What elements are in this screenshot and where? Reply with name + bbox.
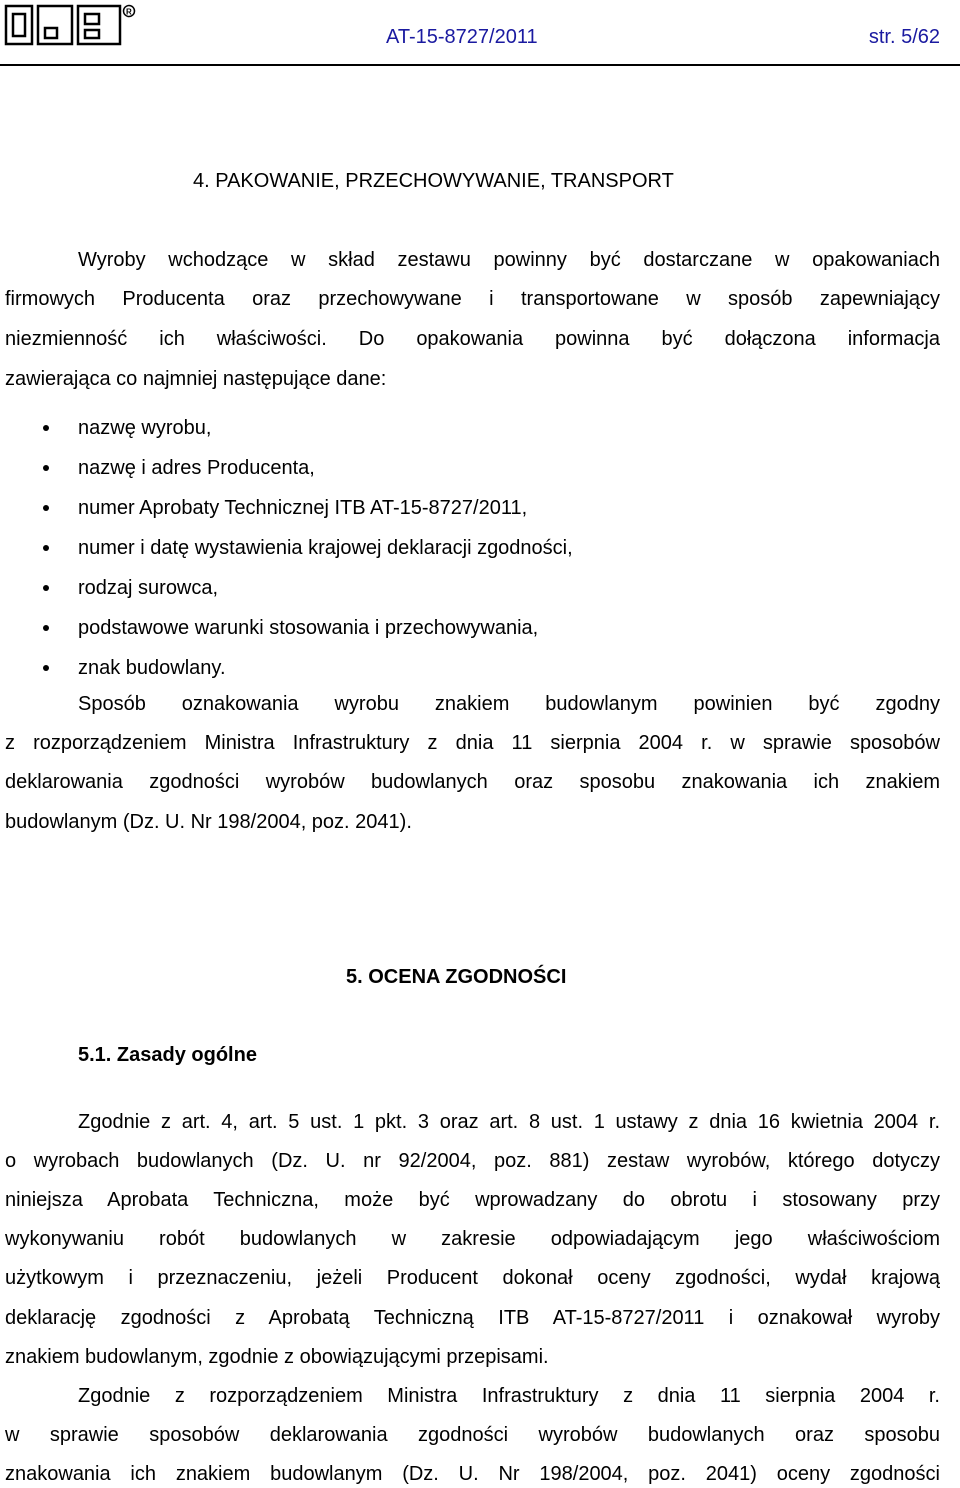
section-4-para2-line: budowlanym (Dz. U. Nr 198/2004, poz. 2041). xyxy=(5,811,412,833)
list-item-text: nazwę wyrobu, xyxy=(78,417,212,439)
list-item-text: znak budowlany. xyxy=(78,657,226,679)
list-item-text: numer i datę wystawienia krajowej deklaracji zgodności, xyxy=(78,537,573,559)
section-4-para1-line: Wyroby wchodzące w skład zestawu powinny być dostarczane w opakowaniach xyxy=(78,249,940,271)
list-item-text: podstawowe warunki stosowania i przechowywania, xyxy=(78,617,539,639)
section-4-para2-line: z rozporządzeniem Ministra Infrastruktury z dnia 11 sierpnia 2004 r. w sprawie sposobów xyxy=(5,732,940,754)
section-4-para1-line: niezmienność ich właściwości. Do opakowania powinna być dołączona informacja xyxy=(5,328,940,350)
section-5-para2-line: Zgodnie z rozporządzeniem Ministra Infrastruktury z dnia 11 sierpnia 2004 r. xyxy=(78,1385,940,1407)
list-item-text: numer Aprobaty Technicznej ITB AT-15-8727/2011, xyxy=(78,497,528,519)
section-5-para1-line: użytkowym i przeznaczeniu, jeżeli Producent dokonał oceny zgodności, wydał krajową xyxy=(5,1267,940,1289)
list-item-text: nazwę i adres Producenta, xyxy=(78,457,315,479)
section-5-title: 5. OCENA ZGODNOŚCI xyxy=(346,966,567,988)
bullet-icon xyxy=(43,625,49,631)
section-5-para1-line: Zgodnie z art. 4, art. 5 ust. 1 pkt. 3 oraz art. 8 ust. 1 ustawy z dnia 16 kwietnia 2004 r. xyxy=(78,1111,940,1133)
section-5-para1-line: znakiem budowlanym, zgodnie z obowiązującymi przepisami. xyxy=(5,1346,549,1368)
bullet-icon xyxy=(43,545,49,551)
bullet-icon xyxy=(43,585,49,591)
section-5-para1-line: wykonywaniu robót budowlanych w zakresie odpowiadającym jego właściwościom xyxy=(5,1228,940,1250)
bullet-icon xyxy=(43,665,49,671)
header-rule xyxy=(0,64,960,66)
section-5-para1-line: deklarację zgodności z Aprobatą Techniczną ITB AT-15-8727/2011 i oznakował wyroby xyxy=(5,1307,940,1329)
bullet-icon xyxy=(43,425,49,431)
svg-text:R: R xyxy=(126,7,132,17)
section-5-para1-line: o wyrobach budowlanych (Dz. U. nr 92/2004, poz. 881) zestaw wyrobów, którego dotyczy xyxy=(5,1150,940,1172)
section-4-para1-line: firmowych Producenta oraz przechowywane i transportowane w sposób zapewniający xyxy=(5,288,940,310)
section-4-para2-line: Sposób oznakowania wyrobu znakiem budowlanym powinien być zgodny xyxy=(78,693,940,715)
section-4-para2-line: deklarowania zgodności wyrobów budowlanych oraz sposobu znakowania ich znakiem xyxy=(5,771,940,793)
section-5-para2-line: w sprawie sposobów deklarowania zgodności wyrobów budowlanych oraz sposobu xyxy=(5,1424,940,1446)
section-4-para1-line: zawierająca co najmniej następujące dane: xyxy=(5,368,387,390)
itb-logo xyxy=(4,2,136,48)
page-number: str. 5/62 xyxy=(868,26,940,48)
bullet-icon xyxy=(43,465,49,471)
section-5-1-title: 5.1. Zasady ogólne xyxy=(78,1044,257,1066)
document-number: AT-15-8727/2011 xyxy=(386,26,538,48)
list-item-text: rodzaj surowca, xyxy=(78,577,219,599)
bullet-icon xyxy=(43,505,49,511)
section-5-para1-line: niniejsza Aprobata Techniczna, może być wprowadzany do obrotu i stosowany przy xyxy=(5,1189,940,1211)
section-5-para2-line: znakowania ich znakiem budowlanym (Dz. U. Nr 198/2004, poz. 2041) oceny zgodności xyxy=(5,1463,940,1485)
section-4-title: 4. PAKOWANIE, PRZECHOWYWANIE, TRANSPORT xyxy=(193,170,674,192)
